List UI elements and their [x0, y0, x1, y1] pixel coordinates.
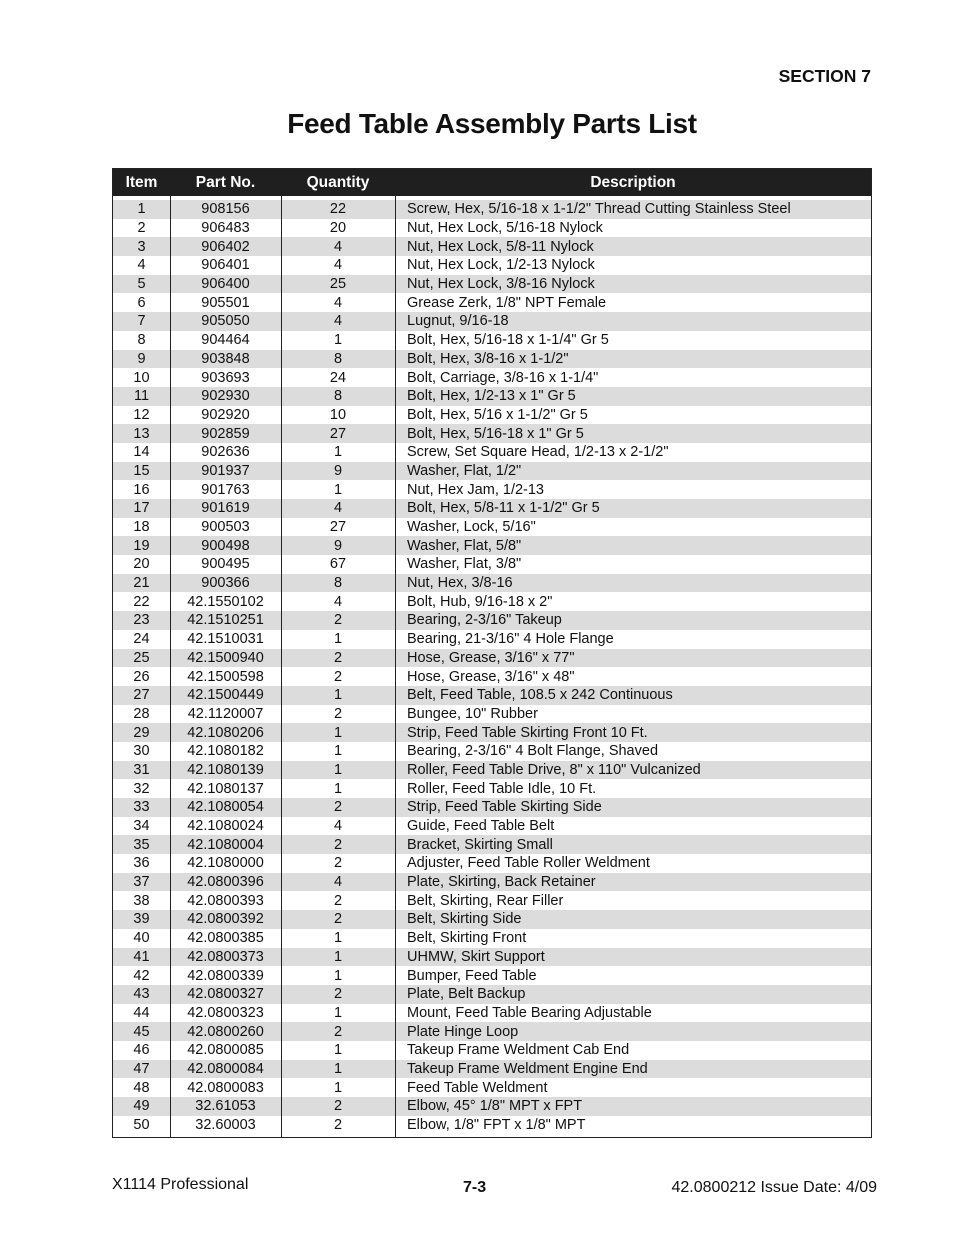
cell-description: Elbow, 1/8" FPT x 1/8" MPT [407, 1117, 586, 1134]
table-row [113, 686, 871, 705]
cell-description: Nut, Hex Lock, 3/8-16 Nylock [407, 276, 595, 293]
table-row [113, 350, 871, 369]
table-row [113, 742, 871, 761]
cell-part-no: 42.0800084 [187, 1060, 264, 1077]
cell-description: Feed Table Weldment [407, 1079, 548, 1096]
cell-quantity: 1 [333, 1079, 343, 1096]
cell-item: 3 [137, 238, 146, 255]
cell-part-no: 900503 [201, 519, 250, 536]
table-row [113, 293, 871, 312]
cell-item: 12 [133, 406, 150, 423]
cell-item: 45 [133, 1023, 150, 1040]
cell-description: Bolt, Hex, 5/16-18 x 1-1/4" Gr 5 [407, 332, 609, 349]
table-row [113, 910, 871, 929]
table-row [113, 480, 871, 499]
cell-quantity: 24 [329, 369, 347, 386]
cell-part-no: 903693 [201, 369, 250, 386]
cell-quantity: 8 [333, 350, 343, 367]
table-row [113, 518, 871, 537]
cell-item: 21 [133, 575, 150, 592]
table-row [113, 835, 871, 854]
cell-quantity: 1 [333, 743, 343, 760]
cell-description: Plate, Skirting, Back Retainer [407, 874, 596, 891]
cell-item: 35 [133, 836, 150, 853]
table-row [113, 237, 871, 256]
cell-part-no: 904464 [201, 332, 250, 349]
cell-description: Bearing, 2-3/16" 4 Bolt Flange, Shaved [407, 743, 659, 760]
cell-item: 30 [133, 743, 150, 760]
table-row [113, 985, 871, 1004]
cell-quantity: 1 [333, 967, 343, 984]
table-row [113, 891, 871, 910]
cell-quantity: 20 [329, 220, 347, 237]
cell-part-no: 900498 [201, 537, 250, 554]
cell-description: Plate Hinge Loop [407, 1023, 519, 1040]
cell-description: Plate, Belt Backup [407, 986, 526, 1003]
cell-description: Bracket, Skirting Small [407, 836, 553, 853]
cell-item: 50 [133, 1117, 150, 1134]
cell-description: Elbow, 45° 1/8" MPT x FPT [407, 1098, 583, 1115]
cell-part-no: 42.0800393 [187, 892, 264, 909]
cell-part-no: 908156 [201, 201, 250, 218]
cell-description: Bearing, 21-3/16" 4 Hole Flange [407, 631, 614, 648]
table-row [113, 667, 871, 686]
cell-item: 31 [133, 761, 150, 778]
cell-description: Screw, Set Square Head, 1/2-13 x 2-1/2" [407, 444, 669, 461]
cell-quantity: 22 [329, 201, 347, 218]
cell-description: Takeup Frame Weldment Engine End [407, 1060, 648, 1077]
column-divider [281, 196, 282, 1137]
cell-quantity: 4 [333, 593, 343, 610]
cell-quantity: 10 [329, 406, 347, 423]
table-row [113, 611, 871, 630]
cell-description: Washer, Lock, 5/16" [407, 519, 536, 536]
table-row [113, 275, 871, 294]
cell-part-no: 42.0800327 [187, 986, 264, 1003]
cell-quantity: 9 [333, 537, 343, 554]
cell-description: Bolt, Hex, 5/16-18 x 1" Gr 5 [407, 425, 584, 442]
cell-item: 2 [137, 220, 146, 237]
cell-quantity: 4 [333, 313, 343, 330]
cell-part-no: 42.0800339 [187, 967, 264, 984]
cell-part-no: 900366 [201, 575, 250, 592]
cell-quantity: 2 [333, 705, 343, 722]
cell-item: 18 [133, 519, 150, 536]
cell-item: 40 [133, 930, 150, 947]
table-row [113, 630, 871, 649]
cell-item: 14 [133, 444, 150, 461]
cell-description: Washer, Flat, 1/2" [407, 462, 522, 479]
cell-quantity: 1 [333, 780, 343, 797]
cell-item: 24 [133, 631, 150, 648]
cell-quantity: 1 [333, 1060, 343, 1077]
parts-table [112, 168, 872, 1138]
cell-description: Washer, Flat, 5/8" [407, 537, 522, 554]
cell-quantity: 2 [333, 892, 343, 909]
table-row [113, 873, 871, 892]
table-row [113, 649, 871, 668]
cell-quantity: 8 [333, 388, 343, 405]
cell-description: Belt, Skirting Side [407, 911, 522, 928]
cell-description: Belt, Feed Table, 108.5 x 242 Continuous [407, 687, 673, 704]
cell-item: 33 [133, 799, 150, 816]
table-row [113, 312, 871, 331]
cell-quantity: 2 [333, 1023, 343, 1040]
table-row [113, 1078, 871, 1097]
cell-item: 17 [133, 500, 150, 517]
cell-description: Nut, Hex Lock, 5/8-11 Nylock [407, 238, 594, 255]
cell-quantity: 4 [333, 500, 343, 517]
cell-part-no: 42.1080137 [187, 780, 264, 797]
cell-item: 34 [133, 818, 150, 835]
cell-part-no: 42.0800083 [187, 1079, 264, 1096]
cell-quantity: 2 [333, 986, 343, 1003]
table-row [113, 854, 871, 873]
cell-part-no: 42.1080000 [187, 855, 264, 872]
cell-item: 28 [133, 705, 150, 722]
cell-item: 26 [133, 668, 150, 685]
cell-item: 38 [133, 892, 150, 909]
cell-description: Nut, Hex Lock, 1/2-13 Nylock [407, 257, 595, 274]
cell-description: Roller, Feed Table Drive, 8" x 110" Vulcanized [407, 761, 701, 778]
table-row [113, 331, 871, 350]
cell-description: Bolt, Hex, 5/8-11 x 1-1/2" Gr 5 [407, 500, 600, 517]
cell-part-no: 42.1500940 [187, 649, 264, 666]
table-row [113, 424, 871, 443]
cell-item: 42 [133, 967, 150, 984]
cell-quantity: 4 [333, 294, 343, 311]
cell-description: Strip, Feed Table Skirting Side [407, 799, 602, 816]
table-row [113, 779, 871, 798]
cell-part-no: 42.1510251 [187, 612, 264, 629]
table-row [113, 705, 871, 724]
cell-quantity: 2 [333, 836, 343, 853]
table-row [113, 948, 871, 967]
cell-item: 43 [133, 986, 150, 1003]
cell-quantity: 1 [333, 687, 343, 704]
table-row [113, 499, 871, 518]
table-row [113, 592, 871, 611]
cell-quantity: 27 [329, 425, 347, 442]
cell-item: 48 [133, 1079, 150, 1096]
cell-description: Bolt, Hex, 1/2-13 x 1" Gr 5 [407, 388, 576, 405]
cell-description: Grease Zerk, 1/8" NPT Female [407, 294, 607, 311]
table-row [113, 1041, 871, 1060]
cell-part-no: 42.0800373 [187, 948, 264, 965]
table-row [113, 1060, 871, 1079]
cell-part-no: 42.1550102 [187, 593, 264, 610]
cell-description: Bearing, 2-3/16" Takeup [407, 612, 562, 629]
table-row [113, 406, 871, 425]
cell-quantity: 25 [329, 276, 347, 293]
cell-item: 5 [137, 276, 146, 293]
table-row [113, 200, 871, 219]
cell-description: Hose, Grease, 3/16" x 48" [407, 668, 575, 685]
cell-description: Lugnut, 9/16-18 [407, 313, 509, 330]
cell-item: 36 [133, 855, 150, 872]
cell-part-no: 42.1080139 [187, 761, 264, 778]
table-row [113, 1004, 871, 1023]
column-divider [170, 196, 171, 1137]
cell-item: 27 [133, 687, 150, 704]
cell-quantity: 1 [333, 1042, 343, 1059]
column-header-description: Description [590, 173, 676, 191]
cell-quantity: 2 [333, 668, 343, 685]
cell-description: Belt, Skirting, Rear Filler [407, 892, 564, 909]
cell-quantity: 1 [333, 332, 343, 349]
cell-quantity: 4 [333, 874, 343, 891]
cell-item: 46 [133, 1042, 150, 1059]
cell-quantity: 2 [333, 649, 343, 666]
cell-item: 44 [133, 1004, 150, 1021]
cell-description: Strip, Feed Table Skirting Front 10 Ft. [407, 724, 648, 741]
footer-model: X1114 Professional [112, 1176, 249, 1193]
cell-part-no: 42.0800323 [187, 1004, 264, 1021]
cell-part-no: 32.61053 [195, 1098, 256, 1115]
cell-part-no: 42.1080024 [187, 818, 264, 835]
cell-part-no: 906483 [201, 220, 250, 237]
cell-description: Belt, Skirting Front [407, 930, 527, 947]
column-header-quantity: Quantity [306, 173, 370, 191]
cell-part-no: 42.0800385 [187, 930, 264, 947]
column-header-item: Item [125, 173, 158, 191]
cell-part-no: 906402 [201, 238, 250, 255]
cell-quantity: 1 [333, 724, 343, 741]
table-row [113, 368, 871, 387]
cell-part-no: 905050 [201, 313, 250, 330]
table-row [113, 443, 871, 462]
cell-item: 8 [137, 332, 146, 349]
cell-part-no: 902636 [201, 444, 250, 461]
cell-quantity: 1 [333, 761, 343, 778]
cell-description: Nut, Hex Jam, 1/2-13 [407, 481, 544, 498]
cell-part-no: 901937 [201, 462, 250, 479]
table-row [113, 219, 871, 238]
column-header-part-no: Part No. [195, 173, 256, 191]
cell-description: Bolt, Hub, 9/16-18 x 2" [407, 593, 553, 610]
table-row [113, 817, 871, 836]
cell-item: 23 [133, 612, 150, 629]
cell-item: 22 [133, 593, 150, 610]
table-body [113, 196, 871, 1137]
cell-description: Bumper, Feed Table [407, 967, 537, 984]
cell-description: Mount, Feed Table Bearing Adjustable [407, 1004, 652, 1021]
table-header [113, 169, 871, 196]
cell-item: 1 [137, 201, 146, 218]
cell-item: 13 [133, 425, 150, 442]
cell-part-no: 902930 [201, 388, 250, 405]
cell-description: UHMW, Skirt Support [407, 948, 545, 965]
cell-item: 32 [133, 780, 150, 797]
cell-part-no: 42.1080054 [187, 799, 264, 816]
cell-description: Takeup Frame Weldment Cab End [407, 1042, 630, 1059]
cell-part-no: 901763 [201, 481, 250, 498]
cell-item: 39 [133, 911, 150, 928]
cell-item: 19 [133, 537, 150, 554]
cell-quantity: 8 [333, 575, 343, 592]
cell-description: Nut, Hex, 3/8-16 [407, 575, 513, 592]
cell-description: Roller, Feed Table Idle, 10 Ft. [407, 780, 597, 797]
cell-quantity: 4 [333, 257, 343, 274]
cell-description: Hose, Grease, 3/16" x 77" [407, 649, 575, 666]
column-divider [395, 196, 396, 1137]
table-row [113, 966, 871, 985]
table-row [113, 462, 871, 481]
cell-description: Bolt, Hex, 3/8-16 x 1-1/2" [407, 350, 569, 367]
cell-item: 41 [133, 948, 150, 965]
table-row [113, 536, 871, 555]
cell-quantity: 27 [329, 519, 347, 536]
table-row [113, 574, 871, 593]
cell-description: Guide, Feed Table Belt [407, 818, 555, 835]
cell-quantity: 2 [333, 1117, 343, 1134]
cell-quantity: 67 [329, 556, 347, 573]
cell-part-no: 42.1080004 [187, 836, 264, 853]
cell-quantity: 1 [333, 444, 343, 461]
cell-quantity: 2 [333, 911, 343, 928]
cell-description: Bolt, Hex, 5/16 x 1-1/2" Gr 5 [407, 406, 588, 423]
cell-quantity: 1 [333, 1004, 343, 1021]
cell-description: Nut, Hex Lock, 5/16-18 Nylock [407, 220, 603, 237]
cell-item: 10 [133, 369, 150, 386]
cell-item: 7 [137, 313, 146, 330]
cell-part-no: 42.0800260 [187, 1023, 264, 1040]
cell-description: Adjuster, Feed Table Roller Weldment [407, 855, 650, 872]
cell-quantity: 1 [333, 930, 343, 947]
table-row [113, 723, 871, 742]
cell-part-no: 901619 [201, 500, 250, 517]
cell-part-no: 42.1120007 [187, 705, 264, 722]
cell-part-no: 42.1500449 [187, 687, 264, 704]
cell-part-no: 902920 [201, 406, 250, 423]
cell-item: 25 [133, 649, 150, 666]
cell-item: 6 [137, 294, 146, 311]
cell-quantity: 2 [333, 799, 343, 816]
cell-item: 20 [133, 556, 150, 573]
cell-part-no: 32.60003 [195, 1117, 256, 1134]
cell-part-no: 42.1080182 [187, 743, 264, 760]
cell-item: 9 [137, 350, 146, 367]
cell-item: 4 [137, 257, 146, 274]
cell-quantity: 2 [333, 855, 343, 872]
cell-item: 49 [133, 1098, 150, 1115]
table-row [113, 1022, 871, 1041]
footer-document-issue: 42.0800212 Issue Date: 4/09 [671, 1179, 877, 1196]
cell-item: 47 [133, 1060, 150, 1077]
table-row [113, 929, 871, 948]
cell-part-no: 900495 [201, 556, 250, 573]
cell-part-no: 902859 [201, 425, 250, 442]
cell-part-no: 42.0800396 [187, 874, 264, 891]
cell-description: Screw, Hex, 5/16-18 x 1-1/2" Thread Cutting Stainless Steel [407, 201, 791, 218]
table-row [113, 1116, 871, 1135]
cell-quantity: 1 [333, 631, 343, 648]
section-label: SECTION 7 [778, 66, 871, 86]
cell-description: Washer, Flat, 3/8" [407, 556, 522, 573]
table-row [113, 798, 871, 817]
cell-quantity: 4 [333, 238, 343, 255]
cell-quantity: 9 [333, 462, 343, 479]
table-row [113, 555, 871, 574]
table-row [113, 256, 871, 275]
cell-item: 16 [133, 481, 150, 498]
cell-item: 37 [133, 874, 150, 891]
cell-quantity: 2 [333, 1098, 343, 1115]
cell-part-no: 42.1500598 [187, 668, 264, 685]
cell-part-no: 42.1080206 [187, 724, 264, 741]
page-title: Feed Table Assembly Parts List [287, 108, 697, 139]
cell-part-no: 903848 [201, 350, 250, 367]
cell-part-no: 42.0800085 [187, 1042, 264, 1059]
cell-description: Bolt, Carriage, 3/8-16 x 1-1/4" [407, 369, 599, 386]
cell-item: 11 [133, 388, 150, 405]
cell-quantity: 1 [333, 948, 343, 965]
table-row [113, 387, 871, 406]
table-row [113, 1097, 871, 1116]
cell-part-no: 42.0800392 [187, 911, 264, 928]
cell-part-no: 906401 [201, 257, 250, 274]
footer-page-number: 7-3 [463, 1179, 487, 1196]
cell-part-no: 906400 [201, 276, 250, 293]
cell-item: 15 [133, 462, 150, 479]
table-row [113, 761, 871, 780]
cell-quantity: 1 [333, 481, 343, 498]
cell-item: 29 [133, 724, 150, 741]
cell-quantity: 4 [333, 818, 343, 835]
cell-description: Bungee, 10" Rubber [407, 705, 538, 722]
cell-quantity: 2 [333, 612, 343, 629]
cell-part-no: 42.1510031 [187, 631, 264, 648]
cell-part-no: 905501 [201, 294, 250, 311]
